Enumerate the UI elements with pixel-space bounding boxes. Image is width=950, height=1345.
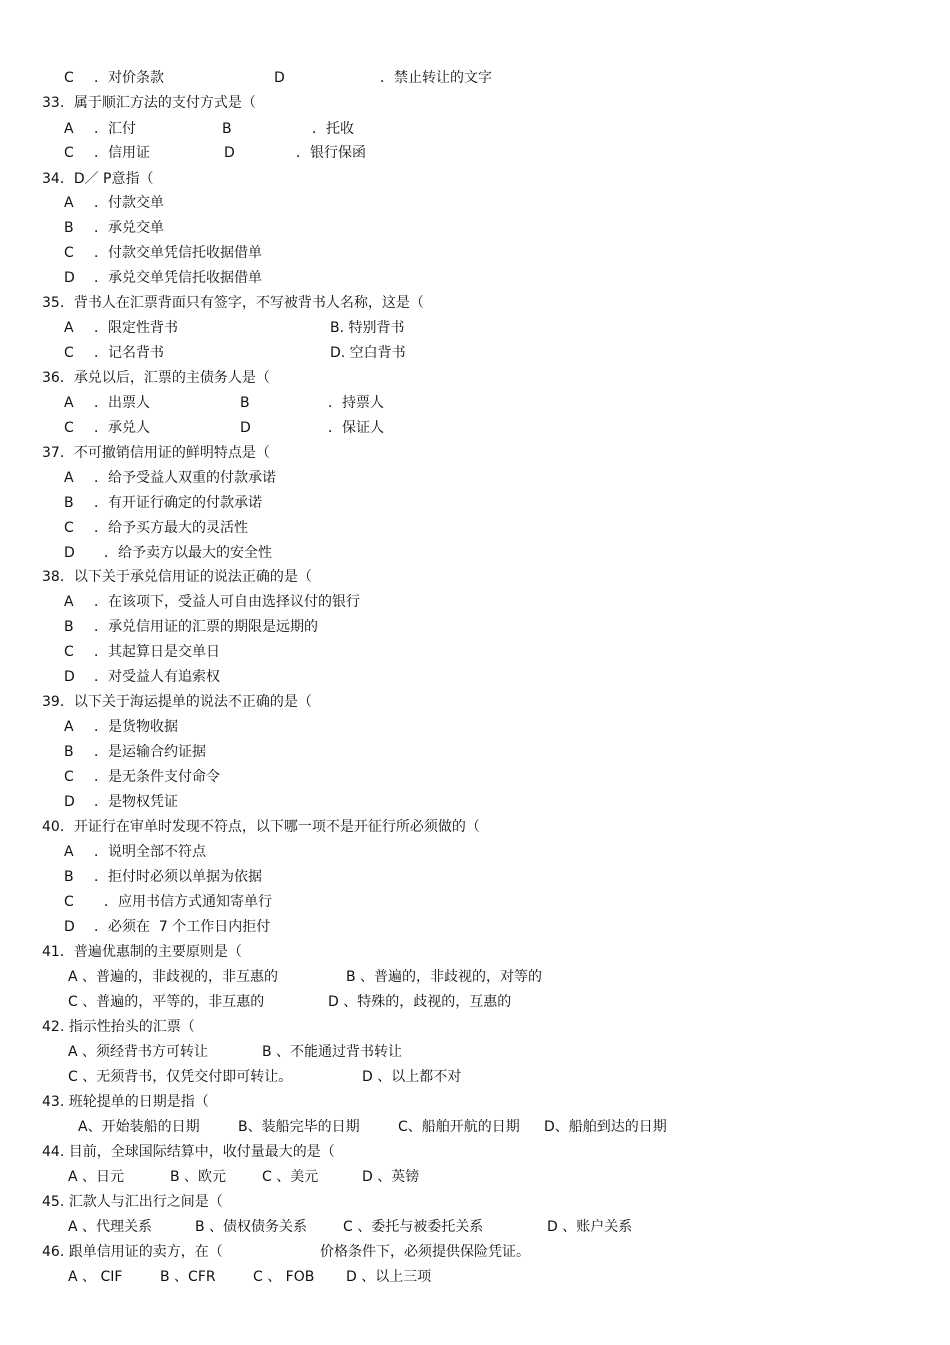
text-segment: 42. 指示性抬头的汇票（ (42, 1019, 195, 1035)
text-segment: C (64, 70, 74, 86)
text-segment: B (64, 220, 74, 236)
text-segment: C 、委托与被委托关系 (343, 1219, 484, 1235)
text-segment: ．承兑信用证的汇票的期限是远期的 (94, 619, 318, 635)
text-segment: 43. 班轮提单的日期是指（ (42, 1094, 209, 1110)
text-segment: A (64, 195, 74, 211)
text-segment: B (240, 395, 250, 411)
text-segment: ．出票人 (94, 395, 150, 411)
text-segment: C、船舶开航的日期 (398, 1119, 520, 1135)
text-segment: ．持票人 (328, 395, 384, 411)
text-segment: ．付款交单 (94, 195, 164, 211)
text-segment: 36．承兑以后，汇票的主债务人是（ (42, 370, 270, 386)
text-segment: B (64, 619, 74, 635)
text-segment: ．是运输合约证据 (94, 744, 206, 760)
text-segment: B (64, 495, 74, 511)
text-segment: A (64, 395, 74, 411)
text-segment: A、开始装船的日期 (78, 1119, 200, 1135)
text-segment: A (64, 844, 74, 860)
text-segment: C (64, 145, 74, 161)
text-segment: C (64, 769, 74, 785)
text-segment: 34．D／ P意指（ (42, 171, 154, 187)
text-segment: 45. 汇款人与汇出行之间是（ (42, 1194, 223, 1210)
text-segment: B (64, 744, 74, 760)
text-segment: D (64, 270, 75, 286)
text-segment: A (64, 320, 74, 336)
text-segment: ．对价条款 (94, 70, 164, 86)
text-segment: ．是货物收据 (94, 719, 178, 735)
text-segment: B 、CFR (160, 1269, 216, 1285)
text-segment: ．保证人 (328, 420, 384, 436)
text-segment: A 、代理关系 (68, 1219, 153, 1235)
text-segment: B、装船完毕的日期 (238, 1119, 360, 1135)
text-segment: ．承兑交单 (94, 220, 164, 236)
text-segment: ．记名背书 (94, 345, 164, 361)
text-segment: B (64, 869, 74, 885)
text-segment: ．给予卖方以最大的安全性 (104, 545, 272, 561)
text-segment: D 、以上都不对 (362, 1069, 462, 1085)
text-segment: D (240, 420, 251, 436)
text-segment: B (222, 121, 232, 137)
text-segment: 35．背书人在汇票背面只有签字，不写被背书人名称，这是（ (42, 295, 424, 311)
text-segment: B 、普遍的，非歧视的，对等的 (346, 969, 543, 985)
text-segment: A (64, 470, 74, 486)
text-segment: ．必须在 7 个工作日内拒付 (94, 919, 271, 935)
text-segment: ．拒付时必须以单据为依据 (94, 869, 262, 885)
text-segment: D (64, 545, 75, 561)
text-segment: ．承兑人 (94, 420, 150, 436)
text-segment: C (64, 420, 74, 436)
text-segment: D 、特殊的，歧视的，互惠的 (328, 994, 512, 1010)
text-segment: A 、须经背书方可转让 (68, 1044, 209, 1060)
text-segment: D 、以上三项 (346, 1269, 432, 1285)
text-segment: B. 特别背书 (330, 320, 405, 336)
text-segment: ．承兑交单凭信托收据借单 (94, 270, 262, 286)
text-segment: D (64, 794, 75, 810)
text-segment: ．托收 (312, 121, 354, 137)
text-segment: ．禁止转让的文字 (380, 70, 492, 86)
text-segment: D (64, 919, 75, 935)
text-segment: C 、无须背书，仅凭交付即可转让。 (68, 1069, 293, 1085)
text-segment: ．是无条件支付命令 (94, 769, 220, 785)
text-segment: ．给予买方最大的灵活性 (94, 520, 248, 536)
text-segment: D、船舶到达的日期 (544, 1119, 667, 1135)
text-segment: 33．属于顺汇方法的支付方式是（ (42, 95, 256, 111)
text-segment: C 、普遍的，平等的，非互惠的 (68, 994, 265, 1010)
text-segment: A (64, 594, 74, 610)
text-segment: C (64, 894, 74, 910)
text-segment: 价格条件下，必须提供保险凭证。 (320, 1244, 530, 1260)
text-segment: C 、 FOB (253, 1269, 315, 1285)
text-segment: A (64, 121, 74, 137)
text-segment: C (64, 520, 74, 536)
text-segment: 38．以下关于承兑信用证的说法正确的是（ (42, 569, 312, 585)
text-segment: C 、美元 (262, 1169, 319, 1185)
text-segment: D. 空白背书 (330, 345, 406, 361)
text-segment: D 、英镑 (362, 1169, 420, 1185)
text-segment: ．限定性背书 (94, 320, 178, 336)
text-segment: ．其起算日是交单日 (94, 644, 220, 660)
text-segment: ．给予受益人双重的付款承诺 (94, 470, 276, 486)
text-segment: 37．不可撤销信用证的鲜明特点是（ (42, 445, 270, 461)
text-segment: 41．普遍优惠制的主要原则是（ (42, 944, 242, 960)
text-segment: ．付款交单凭信托收据借单 (94, 245, 262, 261)
text-segment: ．在该项下，受益人可自由选择议付的银行 (94, 594, 360, 610)
text-segment: ．汇付 (94, 121, 136, 137)
text-segment: C (64, 345, 74, 361)
text-segment: D (64, 669, 75, 685)
text-segment: ．是物权凭证 (94, 794, 178, 810)
text-segment: A 、普遍的，非歧视的，非互惠的 (68, 969, 279, 985)
text-segment: B 、欧元 (170, 1169, 227, 1185)
text-segment: A (64, 719, 74, 735)
text-segment: ．信用证 (94, 145, 150, 161)
text-segment: ．有开证行确定的付款承诺 (94, 495, 262, 511)
text-segment: 44. 目前，全球国际结算中，收付量最大的是（ (42, 1144, 335, 1160)
text-segment: D (274, 70, 285, 86)
text-segment: D 、账户关系 (547, 1219, 633, 1235)
text-segment: ．银行保函 (296, 145, 366, 161)
text-segment: 40．开证行在审单时发现不符点，以下哪一项不是开征行所必须做的（ (42, 819, 480, 835)
text-segment: B 、债权债务关系 (195, 1219, 308, 1235)
text-segment: 39．以下关于海运提单的说法不正确的是（ (42, 694, 312, 710)
text-segment: 46. 跟单信用证的卖方，在（ (42, 1244, 223, 1260)
text-segment: A 、 CIF (68, 1269, 123, 1285)
text-segment: ．应用书信方式通知寄单行 (104, 894, 272, 910)
text-segment: C (64, 644, 74, 660)
text-segment: D (224, 145, 235, 161)
text-segment: C (64, 245, 74, 261)
text-segment: ．对受益人有追索权 (94, 669, 220, 685)
text-segment: ．说明全部不符点 (94, 844, 206, 860)
text-segment: A 、日元 (68, 1169, 125, 1185)
text-segment: B 、不能通过背书转让 (262, 1044, 403, 1060)
